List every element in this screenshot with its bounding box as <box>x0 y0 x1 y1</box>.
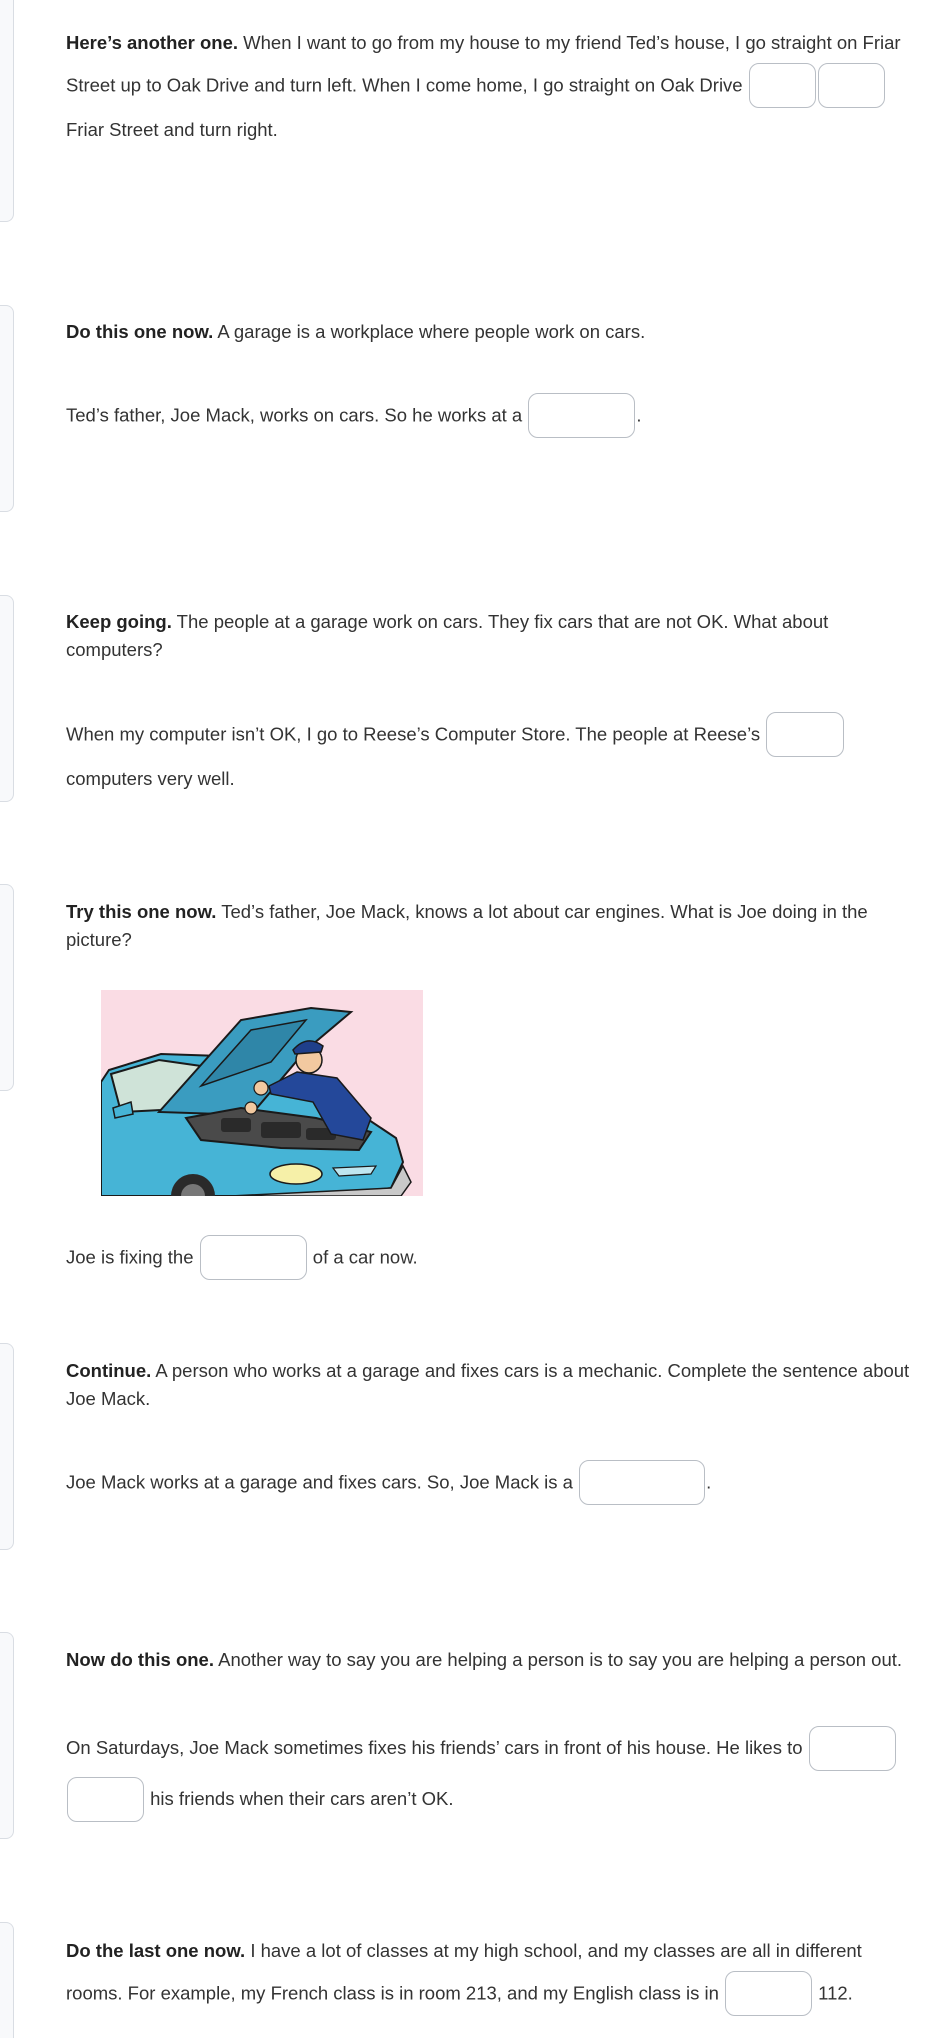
question-6-text-end: his friends when their cars aren’t OK. <box>145 1788 454 1809</box>
answer-blank-1a[interactable] <box>749 63 816 108</box>
question-6-lead: Now do this one. <box>66 1649 214 1670</box>
question-1-text: When I want to go from my house to my friend Ted’s house, I go straight on Friar Street up to Oak Drive and turn left. When I come home, I go straight on Oak Drive <box>66 32 901 96</box>
card-edge <box>0 1922 14 2038</box>
question-4-intro-text: Ted’s father, Joe Mack, knows a lot about car engines. What is Joe doing in the picture? <box>66 901 868 950</box>
question-1 <box>66 22 916 151</box>
question-6 <box>66 1722 916 1824</box>
answer-blank-3[interactable] <box>766 712 844 757</box>
question-3-text-end: computers very well. <box>66 768 235 789</box>
question-5-intro <box>66 1357 916 1413</box>
question-5-text-end: . <box>706 1471 712 1493</box>
question-2-intro <box>66 318 916 346</box>
answer-blank-2[interactable] <box>528 393 635 438</box>
question-4-lead: Try this one now. <box>66 901 217 922</box>
question-2 <box>66 394 916 439</box>
question-6-intro <box>66 1646 916 1674</box>
question-2-intro-text: A garage is a workplace where people work on cars. <box>213 321 646 342</box>
answer-blank-6b[interactable] <box>67 1777 144 1822</box>
question-4-text: Joe is fixing the <box>66 1246 199 1268</box>
card-edge <box>0 305 14 512</box>
question-2-text: Ted’s father, Joe Mack, works on cars. So he works at a <box>66 404 528 426</box>
answer-blank-7[interactable] <box>725 1971 812 2016</box>
question-2-lead: Do this one now. <box>66 321 214 342</box>
question-7 <box>66 1930 916 2017</box>
question-1-lead: Here’s another one. <box>66 32 239 53</box>
question-5 <box>66 1461 916 1506</box>
question-5-intro-text: A person who works at a garage and fixes cars is a mechanic. Complete the sentence about Joe Mack. <box>66 1360 910 1409</box>
card-edge <box>0 1343 14 1550</box>
question-7-text-end: 112. <box>813 1982 853 2004</box>
question-3-lead: Keep going. <box>66 611 172 632</box>
question-3-intro-text: The people at a garage work on cars. They fix cars that are not OK. What about computers? <box>66 611 829 660</box>
card-edge <box>0 1632 14 1839</box>
card-edge <box>0 595 14 802</box>
mechanic-car-illustration <box>101 990 423 1196</box>
answer-blank-1b[interactable] <box>818 63 885 108</box>
question-7-lead: Do the last one now. <box>66 1940 246 1961</box>
question-5-text: Joe Mack works at a garage and fixes cars. So, Joe Mack is a <box>66 1471 579 1493</box>
answer-blank-4[interactable] <box>200 1235 307 1280</box>
question-4-intro <box>66 898 916 954</box>
question-5-lead: Continue. <box>66 1360 152 1381</box>
card-edge <box>0 0 14 222</box>
question-4-text-end: of a car now. <box>307 1246 418 1268</box>
card-edge <box>0 884 14 1091</box>
question-6-text: On Saturdays, Joe Mack sometimes fixes his friends’ cars in front of his house. He likes to <box>66 1737 808 1758</box>
question-3-intro <box>66 608 916 664</box>
question-7-text: I have a lot of classes at my high school, and my classes are all in different rooms. For example, my French class is in room 213, and my English class is in <box>66 1940 862 2004</box>
answer-blank-6a[interactable] <box>809 1726 896 1771</box>
question-1-text-end: Friar Street and turn right. <box>66 119 278 140</box>
question-4 <box>66 1236 916 1281</box>
question-3 <box>66 713 916 800</box>
answer-blank-5[interactable] <box>579 1460 705 1505</box>
question-6-intro-text: Another way to say you are helping a person is to say you are helping a person out. <box>214 1649 903 1670</box>
question-2-text-end: . <box>636 404 642 426</box>
question-3-text: When my computer isn’t OK, I go to Reese’s Computer Store. The people at Reese’s <box>66 723 766 745</box>
